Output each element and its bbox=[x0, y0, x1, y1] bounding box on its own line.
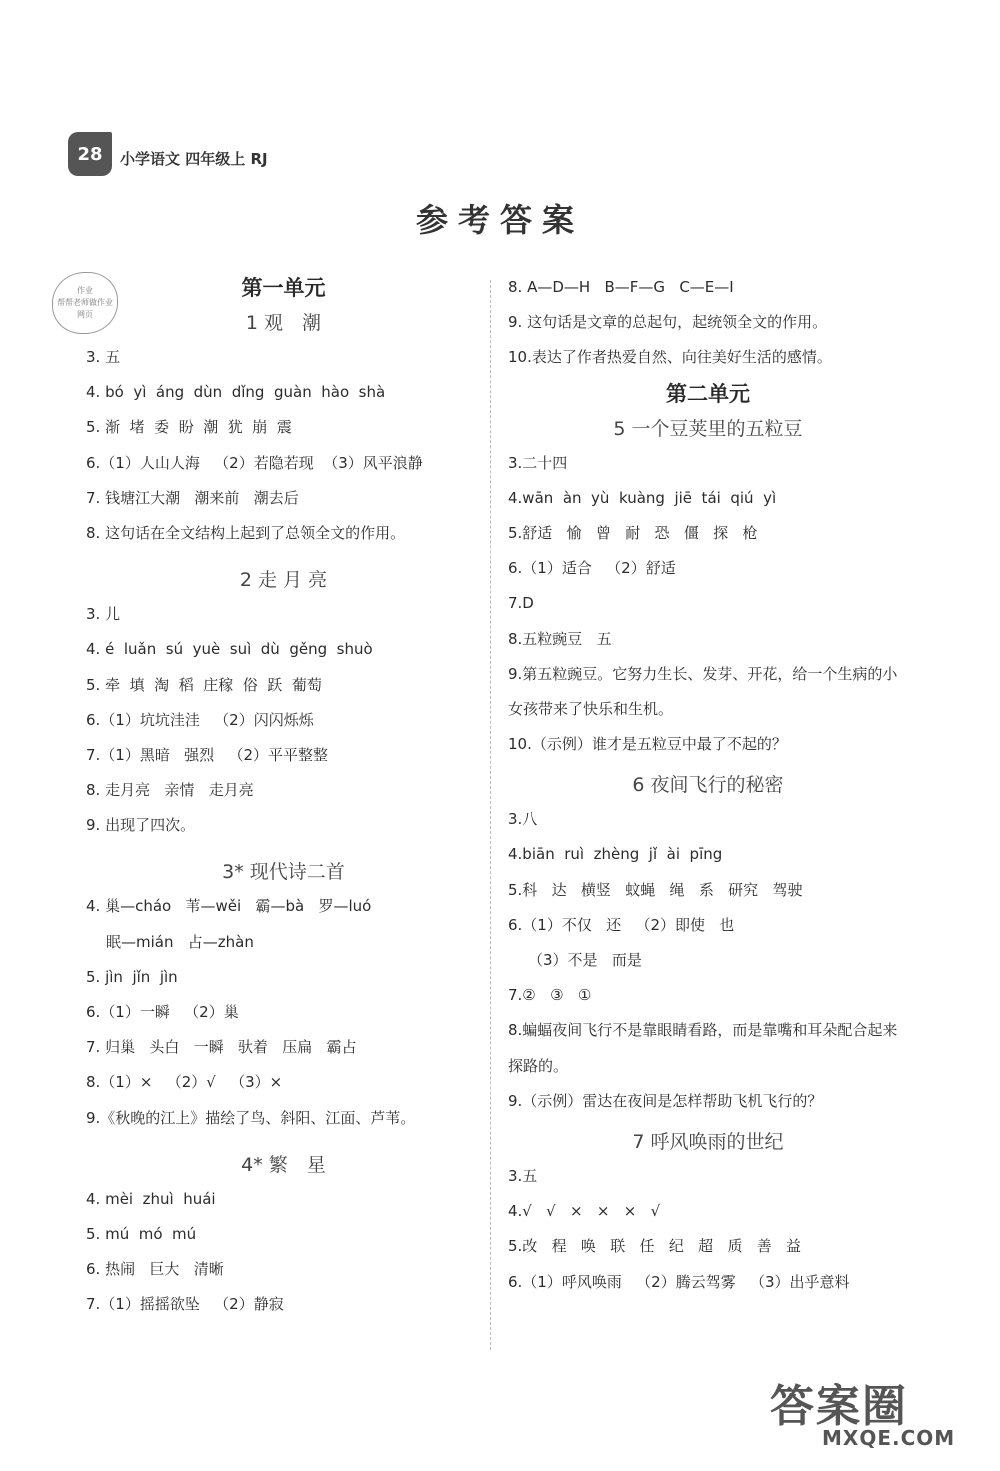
right-column bbox=[508, 270, 908, 1300]
answer-line: 6.（1）人山人海 （2）若隐若现 （3）风平浪静 bbox=[86, 453, 423, 472]
answer-line: （3）不是 而是 bbox=[528, 951, 642, 970]
lesson-title: 7 呼风唤雨的世纪 bbox=[632, 1131, 784, 1153]
answer-line: 10.表达了作者热爱自然、向往美好生活的感情。 bbox=[508, 348, 832, 367]
answer-line: 4.√ √ × × × √ bbox=[508, 1202, 661, 1221]
answer-line: 7. 归巢 头白 一瞬 驮着 压扁 霸占 bbox=[86, 1038, 357, 1057]
answer-line: 3.五 bbox=[508, 1167, 538, 1185]
page-title: 参考答案 bbox=[415, 201, 584, 239]
lesson-title: 2 走 月 亮 bbox=[239, 569, 328, 592]
answer-line: 5. jìn jǐn jìn bbox=[86, 967, 178, 986]
answer-line: 3.八 bbox=[508, 810, 538, 829]
answer-line: 5. 牵 填 淘 稻 庄稼 俗 跃 葡萄 bbox=[86, 675, 322, 694]
answer-line: 8. 走月亮 亲情 走月亮 bbox=[86, 781, 254, 800]
answer-line: 9. 出现了四次。 bbox=[86, 816, 196, 835]
lesson-title: 1 观 潮 bbox=[245, 312, 322, 334]
answer-line: 9. 这句话是文章的总起句，起统领全文的作用。 bbox=[508, 313, 828, 332]
unit-title: 第一单元 bbox=[241, 276, 326, 300]
answer-line: 7.（1）黑暗 强烈 （2）平平整整 bbox=[86, 745, 329, 764]
answer-line: 4. 巢—cháo 苇—wěi 霸—bà 罗—luó bbox=[86, 897, 372, 916]
answer-line: 6. 热闹 巨大 清晰 bbox=[86, 1260, 224, 1279]
left-column bbox=[86, 270, 481, 1323]
answer-line: 4. é luǎn sú yuè suì dù gěng shuò bbox=[86, 640, 373, 659]
answer-line: 9.第五粒豌豆。它努力生长、发芽、开花，给一个生病的小女孩带来了快乐和生机。 bbox=[508, 664, 898, 718]
stamp-line: 帮帮老师做作业 bbox=[57, 298, 113, 307]
answer-line: 5. 渐 堵 委 盼 潮 犹 崩 震 bbox=[86, 418, 292, 437]
answer-line: 5.科 达 横竖 蚊蝇 绳 系 研究 驾驶 bbox=[508, 880, 803, 899]
answer-line: 8.五粒豌豆 五 bbox=[508, 629, 612, 648]
answer-line: 9.《秋晚的江上》描绘了鸟、斜阳、江面、芦苇。 bbox=[86, 1108, 416, 1127]
answer-line: 4. bó yì áng dùn dǐng guàn hào shà bbox=[86, 383, 386, 402]
answer-line: 9.（示例）雷达在夜间是怎样帮助飞机飞行的？ bbox=[508, 1091, 823, 1110]
answer-line: 6.（1）呼风唤雨 （2）腾云驾雾 （3）出乎意料 bbox=[508, 1272, 850, 1291]
answer-line: 7.D bbox=[508, 594, 534, 613]
book-title: 小学语文 四年级上 RJ bbox=[120, 150, 268, 168]
answer-line: 3. 五 bbox=[86, 348, 121, 366]
answer-line: 5.改 程 唤 联 任 纪 超 质 善 益 bbox=[508, 1237, 802, 1256]
answer-line: 4. mèi zhuì huái bbox=[86, 1189, 216, 1208]
answer-line: 7.（1）摇摇欲坠 （2）静寂 bbox=[86, 1295, 284, 1314]
answer-line: 6.（1）适合 （2）舒适 bbox=[508, 559, 676, 578]
answer-line: 6.（1）坑坑洼洼 （2）闪闪烁烁 bbox=[86, 710, 314, 729]
answer-line: 3.二十四 bbox=[508, 453, 568, 472]
answer-line: 6.（1）一瞬 （2）巢 bbox=[86, 1003, 239, 1021]
answer-line: 5.舒适 愉 曾 耐 恐 僵 探 枪 bbox=[508, 523, 758, 542]
answer-line: 8. 这句话在全文结构上起到了总领全文的作用。 bbox=[86, 523, 406, 542]
answer-line: 4.wān àn yù kuàng jiē tái qiú yì bbox=[508, 488, 777, 507]
lesson-title: 5 一个豆荚里的五粒豆 bbox=[613, 417, 803, 440]
answer-line: 7.② ③ ① bbox=[508, 986, 592, 1005]
answer-line: 8.（1）× （2）√ （3）× bbox=[86, 1073, 283, 1092]
unit-title: 第二单元 bbox=[666, 381, 750, 406]
answer-line: 6.（1）不仅 还 （2）即使 也 bbox=[508, 915, 735, 934]
answer-line: 7. 钱塘江大潮 潮来前 潮去后 bbox=[86, 488, 299, 507]
answer-line: 10.（示例）谁才是五粒豆中最了不起的？ bbox=[508, 735, 787, 754]
page-number-badge: 28 bbox=[68, 132, 112, 176]
watermark-logo: 答案圈 bbox=[770, 1381, 908, 1432]
stamp-line: 作业 bbox=[77, 286, 93, 295]
lesson-title: 6 夜间飞行的秘密 bbox=[632, 774, 784, 797]
answer-line: 3. 儿 bbox=[86, 605, 121, 624]
watermark-url: MXQE.COM bbox=[822, 1426, 956, 1450]
answer-line: 8. A—D—H B—F—G C—E—I bbox=[508, 278, 734, 296]
answer-line: 5. mú mó mú bbox=[86, 1224, 197, 1243]
answer-line: 4.biān ruì zhèng jǐ ài pīng bbox=[508, 845, 723, 864]
column-divider bbox=[490, 280, 491, 1350]
lesson-title: 4* 繁 星 bbox=[241, 1153, 326, 1176]
answer-line: 眠—mián 占—zhàn bbox=[106, 932, 254, 951]
stamp-line: 网页 bbox=[77, 310, 93, 319]
answer-line: 8.蝙蝠夜间飞行不是靠眼睛看路，而是靠嘴和耳朵配合起来探路的。 bbox=[508, 1021, 898, 1075]
lesson-title: 3* 现代诗二首 bbox=[222, 861, 345, 884]
